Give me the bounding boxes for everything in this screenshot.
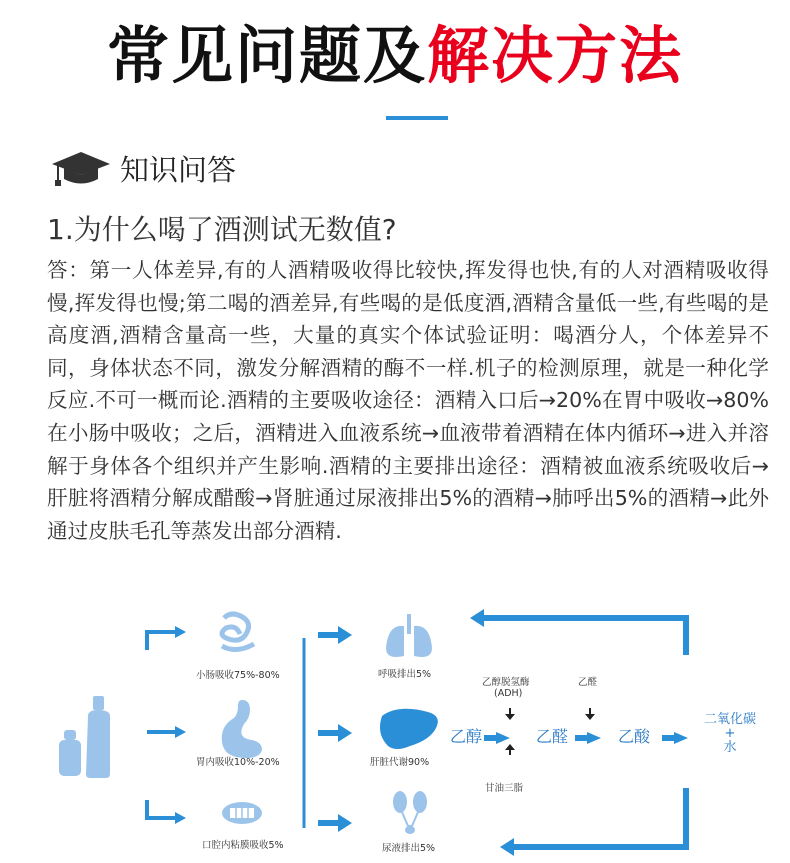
intestine-icon bbox=[222, 614, 254, 650]
label-kidney: 尿液排出5% bbox=[382, 843, 436, 854]
label-liver: 肝脏代谢90% bbox=[370, 757, 430, 768]
page-title-red: 解决方法 bbox=[427, 19, 684, 92]
chem-plus: + bbox=[724, 726, 736, 741]
section-header bbox=[50, 148, 236, 188]
question-text: 1.为什么喝了酒测试无数值? bbox=[47, 213, 397, 246]
graduation-cap-icon bbox=[50, 148, 112, 188]
chem-ethanol: 乙醇 bbox=[450, 727, 483, 746]
absorb-arrows bbox=[147, 632, 175, 818]
label-enzyme-adh: 乙醇脱氢酶 bbox=[482, 677, 530, 688]
page-title-black: 常见问题及 bbox=[106, 19, 427, 92]
answer-text: 答：第一人体差异,有的人酒精吸收得比较快,挥发得也快,有的人对酒精吸收得慢,挥发得也慢;第二喝的酒差异,有些喝的是低度酒,酒精含量低一些,有些喝的是高度酒,酒精含量高一些，大量的真实个体试验证明：喝酒分人，个体差异不同，身体状态不同，激发分解酒精的酶不一样.机子的检测原理，就是一种化学反应.不可一概而论.酒精的主要吸收途径：酒精入口后→20%在胃中吸收→80%在小肠中吸收；之后，酒精进入血液系统→血液带着酒精在体内循环→进入并溶解于身体各个组织并产生影响.酒精的主要排出途径：酒精被血液系统吸收后→肝脏将酒精分解成醋酸→肾脏通过尿液排出5%的酒精→肺呼出5%的酒精→此外通过皮肤毛孔等蒸发出部分酒精. bbox=[47, 258, 769, 543]
kidney-icon bbox=[393, 791, 427, 834]
chem-water: 水 bbox=[723, 740, 737, 755]
label-stomach: 胃内吸收10%-20% bbox=[196, 757, 280, 768]
section-label: 知识问答 bbox=[120, 152, 237, 187]
label-enzyme-adh-abbr: (ADH) bbox=[494, 688, 523, 699]
label-enzyme-2: 乙醛 bbox=[578, 677, 598, 688]
liver-icon bbox=[380, 709, 438, 749]
diagram-graphics bbox=[0, 604, 790, 863]
label-glutathione: 甘油三脂 bbox=[485, 783, 524, 794]
label-mouth: 口腔内粘膜吸收5% bbox=[202, 840, 284, 851]
chem-acetaldehyde: 乙醛 bbox=[536, 727, 569, 746]
title-underline bbox=[386, 116, 448, 120]
label-intestine: 小肠吸收75%-80% bbox=[196, 670, 280, 681]
chem-co2: 二氧化碳 bbox=[703, 712, 756, 727]
page-title bbox=[0, 18, 790, 94]
chem-acid: 乙酸 bbox=[618, 727, 651, 746]
stomach-icon bbox=[222, 700, 262, 758]
mouth-icon bbox=[222, 802, 262, 824]
lungs-icon bbox=[386, 614, 432, 657]
bottle-icon bbox=[59, 696, 110, 778]
label-lung: 呼吸排出5% bbox=[378, 669, 432, 680]
alcohol-metabolism-diagram bbox=[0, 604, 790, 863]
